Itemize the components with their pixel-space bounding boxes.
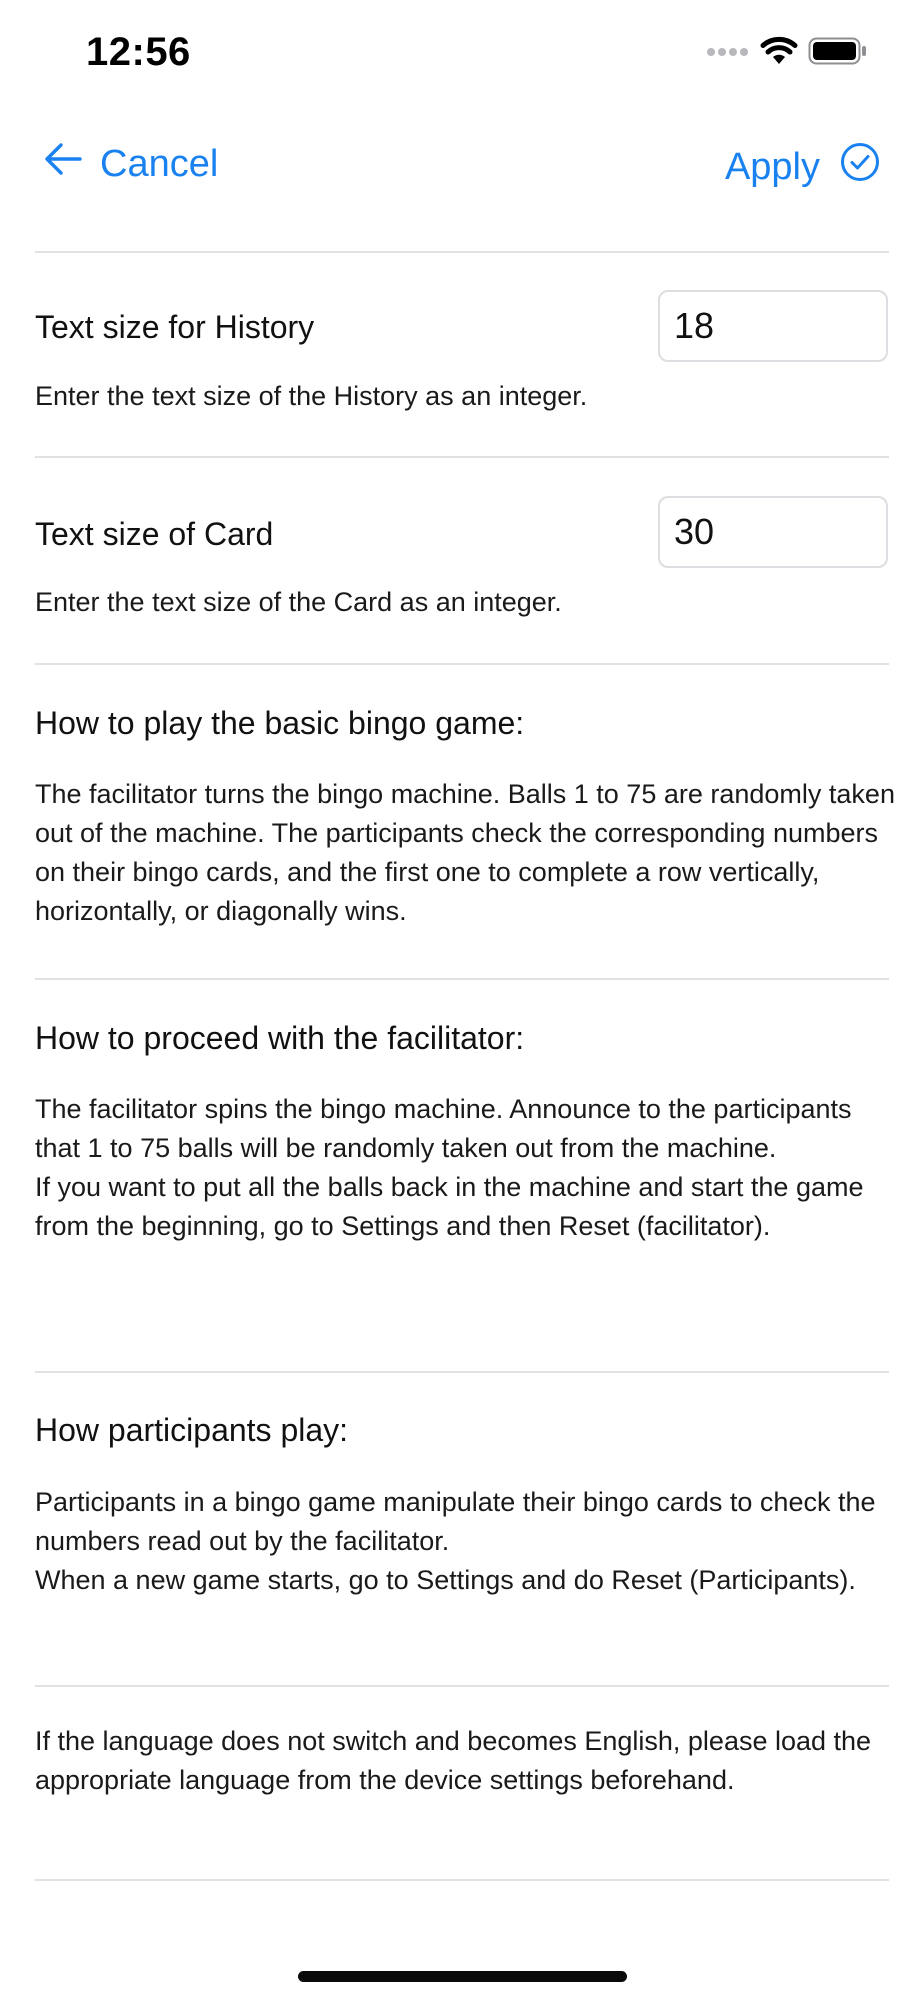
apply-label: Apply xyxy=(724,145,820,188)
battery-icon xyxy=(808,37,868,70)
history-text-size-input[interactable] xyxy=(658,290,888,362)
basic-game-heading: How to play the basic bingo game: xyxy=(35,705,525,741)
cellular-signal-icon xyxy=(706,45,750,63)
home-indicator xyxy=(298,1971,627,1982)
navigation-bar xyxy=(0,130,924,206)
participants-heading: How participants play: xyxy=(35,1412,349,1448)
checkmark-circle-icon xyxy=(840,142,880,192)
participants-body: Participants in a bingo game manipulate their bingo cards to check the numbers read out by the facilitator. When a new game starts, go to Settings and do Reset (Participants). xyxy=(35,1487,876,1595)
status-icons xyxy=(706,36,868,71)
history-text-size-label: Text size for History xyxy=(35,309,315,345)
card-text-size-hint: Enter the text size of the Card as an integer. xyxy=(35,587,562,617)
facilitator-body: The facilitator spins the bingo machine. Announce to the participants that 1 to 75 balls will be randomly taken out from the machine. If you want to put all the balls back in the machine and start the game from the beginning, go to Settings and then Reset (facilitator). xyxy=(35,1094,864,1241)
divider xyxy=(35,1685,889,1687)
divider xyxy=(35,663,889,665)
language-note: If the language does not switch and becomes English, please load the appropriate language from the device settings beforehand. xyxy=(35,1726,872,1795)
divider xyxy=(35,978,889,980)
apply-button[interactable] xyxy=(725,142,880,192)
divider xyxy=(35,1879,889,1881)
card-text-size-input[interactable] xyxy=(658,496,888,568)
divider xyxy=(35,456,889,458)
card-text-size-label: Text size of Card xyxy=(35,516,274,552)
wifi-icon xyxy=(760,36,798,71)
cancel-label: Cancel xyxy=(100,142,219,185)
cancel-button[interactable] xyxy=(44,142,218,186)
basic-game-body: The facilitator turns the bingo machine. Balls 1 to 75 are randomly taken out of the machine. The participants check the corresponding numbers on their bingo cards, and the first one to complete a row vertically, horizontally, or diagonally wins. xyxy=(35,779,895,926)
divider xyxy=(35,1371,889,1373)
history-text-size-hint: Enter the text size of the History as an integer. xyxy=(35,381,588,411)
status-bar xyxy=(0,0,924,100)
arrow-left-icon xyxy=(44,142,82,186)
divider xyxy=(35,251,889,253)
status-time: 12:56 xyxy=(86,30,191,74)
facilitator-heading: How to proceed with the facilitator: xyxy=(35,1020,525,1056)
